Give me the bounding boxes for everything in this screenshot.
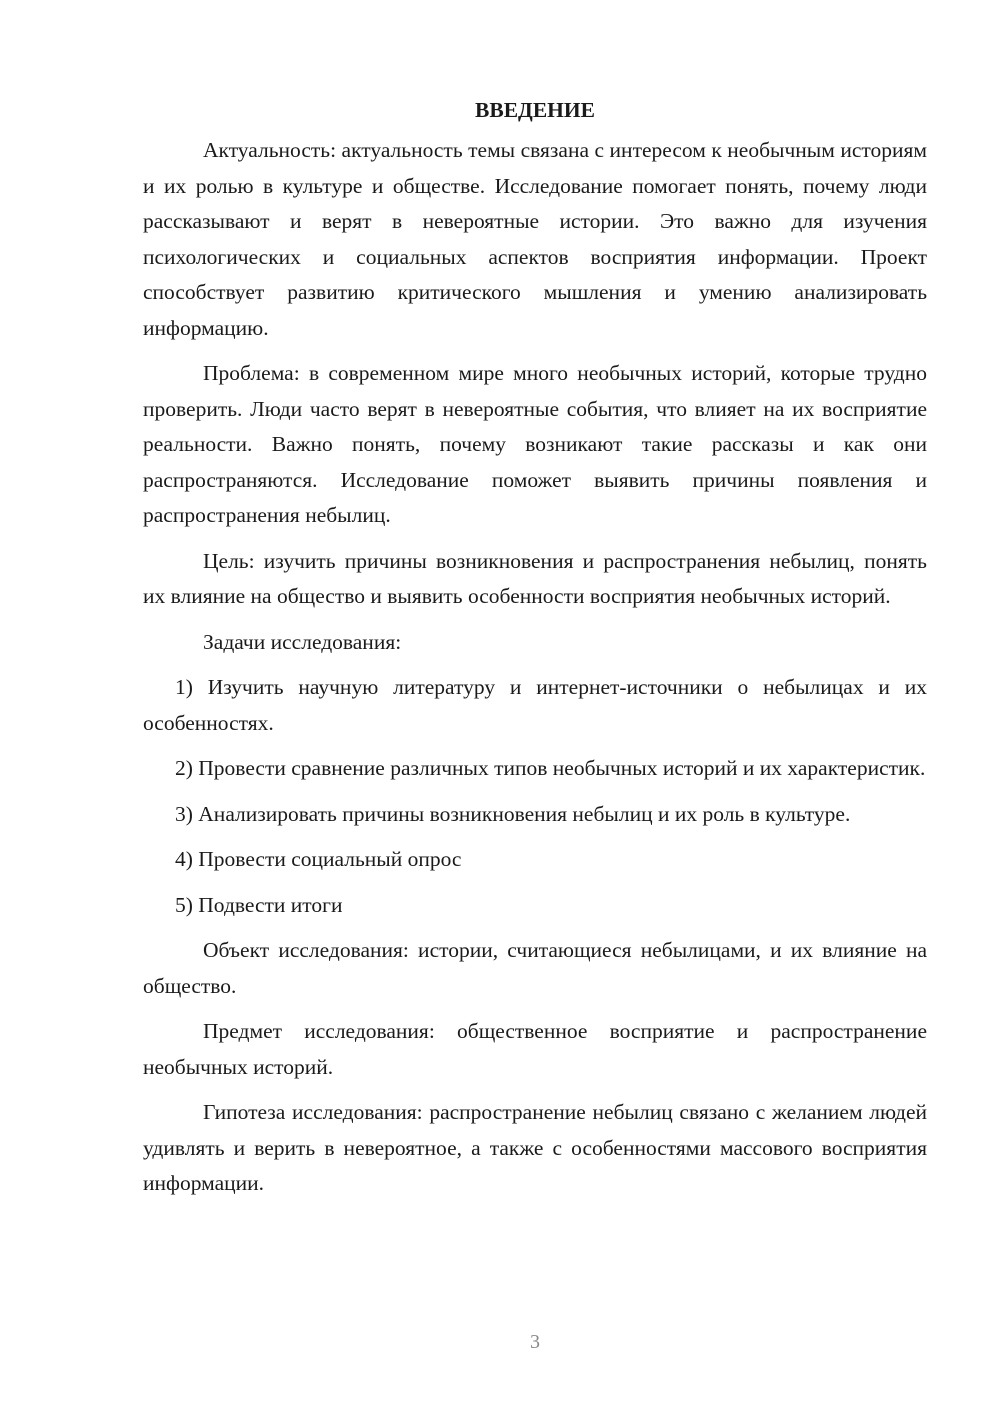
problem-paragraph: Проблема: в современном мире много необычных историй, которые трудно проверить. Люди часто верят в невероятные события, что влияет на их восприятие реальности. Важно понять, почему возникают такие рассказы и как они распространяются. Исследование поможет выявить причины появления и распространения небылиц. (143, 361, 927, 527)
task-item: 2) Провести сравнение различных типов необычных историй и их характеристик. (175, 756, 926, 780)
task-item: 4) Провести социальный опрос (175, 847, 462, 871)
page-number: 3 (530, 1331, 540, 1353)
object-paragraph: Объект исследования: истории, считающиеся небылицами, и их влияние на общество. (143, 938, 927, 998)
task-item: 3) Анализировать причины возникновения небылиц и их роль в культуре. (175, 801, 851, 826)
goal-paragraph: Цель: изучить причины возникновения и распространения небылиц, понять их влияние на общество и выявить особенности восприятия необычных историй. (143, 548, 927, 608)
tasks-heading: Задачи исследования: (203, 629, 402, 654)
subject-paragraph: Предмет исследования: общественное восприятие и распространение необычных историй. (143, 1019, 927, 1079)
document-page (143, 90, 927, 1212)
page-title: ВВЕДЕНИЕ (475, 98, 595, 122)
relevance-paragraph: Актуальность: актуальность темы связана с интересом к необычным историям и их ролью в культуре и обществе. Исследование помогает понять, почему люди рассказывают и верят в невероятные истории. Это важно для изучения психологических и социальных аспектов восприятия информации. Проект способствует развитию критического мышления и умению анализировать информацию. (143, 138, 927, 340)
hypothesis-paragraph: Гипотеза исследования: распространение небылиц связано с желанием людей удивлять и верить в невероятное, а также с особенностями массового восприятия информации. (143, 1100, 927, 1195)
task-item: 1) Изучить научную литературу и интернет-источники о небылицах и их особенностях. (143, 675, 927, 735)
task-item: 5) Подвести итоги (175, 892, 343, 917)
